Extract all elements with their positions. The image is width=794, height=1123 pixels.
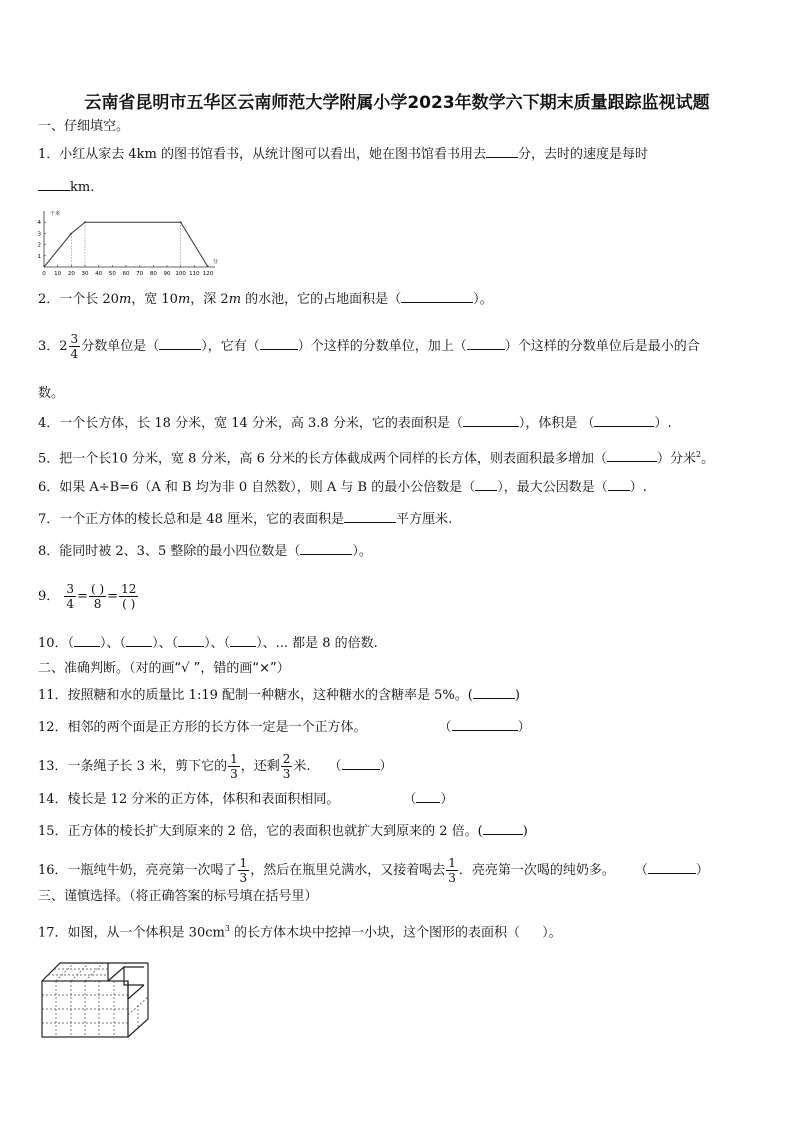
answer-blank[interactable] xyxy=(607,449,657,462)
q3-text-b: 分数单位是（ xyxy=(81,339,160,354)
q10-text-c: ）、（ xyxy=(152,636,179,651)
q1-text-a: 1．小红从家去 4km 的图书馆看书，从统计图可以看出，她在图书馆看书用去 xyxy=(38,147,487,162)
q12-text-b: （ xyxy=(438,720,452,735)
q17-text-b: 的长方体木块中挖掉一小块，这个图形的表面积（ xyxy=(229,925,521,941)
fraction xyxy=(69,332,81,361)
answer-blank[interactable] xyxy=(594,414,654,427)
q3-text-c: ），它有（ xyxy=(201,339,260,354)
answer-blank[interactable] xyxy=(344,510,396,523)
answer-blank[interactable] xyxy=(483,822,523,835)
x-tick-label: 50 xyxy=(108,271,116,277)
q7-text-b: 平方厘米. xyxy=(396,512,453,527)
q1-text-b: 分，去时的速度是每时 xyxy=(518,147,649,162)
numerator[interactable]: ( ) xyxy=(90,582,105,596)
answer-blank[interactable] xyxy=(74,634,100,647)
question-6 xyxy=(38,478,647,497)
answer-blank[interactable] xyxy=(126,634,152,647)
answer-blank[interactable] xyxy=(608,478,630,491)
q8-text-b: ）。 xyxy=(352,544,372,559)
numerator: 3 xyxy=(70,332,79,346)
x-tick-label: 60 xyxy=(122,271,130,277)
x-tick-label: 0 xyxy=(42,271,46,277)
q8-text-a: 8．能同时被 2、3、5 整除的最小四位数是（ xyxy=(38,544,301,559)
q16-text-a: 16．一瓶纯牛奶，亮亮第一次喝了 xyxy=(38,863,237,878)
equals-sign: = xyxy=(107,589,119,604)
q6-text-c: ）. xyxy=(629,480,647,495)
fraction xyxy=(119,582,138,611)
x-tick-label: 90 xyxy=(163,271,171,277)
q12-text-c: ） xyxy=(517,720,531,735)
distance-time-chart xyxy=(30,205,225,283)
x-tick-label: 30 xyxy=(81,271,89,277)
section-3-heading: 三、谨慎选择。（将正确答案的标号填在括号里） xyxy=(38,889,318,904)
answer-blank[interactable] xyxy=(648,861,696,874)
question-10 xyxy=(38,634,378,653)
q5-text-b: ）分米 xyxy=(657,451,697,467)
q10-text-b: ）、（ xyxy=(100,636,127,651)
q13-text-d: （ xyxy=(328,759,342,774)
section-1-heading: 一、仔细填空。 xyxy=(38,119,130,134)
fraction xyxy=(446,856,458,885)
y-tick-label: 1 xyxy=(37,253,41,260)
question-5 xyxy=(38,446,714,468)
q2-unit: m xyxy=(118,292,132,307)
y-axis-label: 千米 xyxy=(50,211,61,217)
answer-blank[interactable] xyxy=(467,337,505,350)
x-tick-label: 120 xyxy=(202,271,214,277)
q13-text-a: 13．一条绳子长 3 米，剪下它的 xyxy=(38,759,228,774)
x-tick-label: 70 xyxy=(136,271,144,277)
question-15 xyxy=(38,822,528,841)
y-tick-label: 2 xyxy=(37,242,41,249)
denominator: 3 xyxy=(282,767,291,781)
cuboid-with-notch-figure xyxy=(38,955,156,1043)
question-8 xyxy=(38,542,372,561)
section-2-heading: 二、准确判断。（对的画“√ ”，错的画“×”） xyxy=(38,661,290,676)
q9-label: 9． xyxy=(38,589,60,604)
q10-text-a: 10．（ xyxy=(38,636,75,651)
numerator: 12 xyxy=(121,582,137,596)
q11-text-a: 11．按照糖和水的质量比 1:19 配制一种糖水，这种糖水的含糖率是 5%。( xyxy=(38,688,473,703)
denominator: 4 xyxy=(70,347,79,361)
answer-blank[interactable] xyxy=(230,634,256,647)
superscript: 2 xyxy=(696,450,702,459)
fraction xyxy=(238,856,250,885)
q7-text-a: 7．一个正方体的棱长总和是 48 厘米，它的表面积是 xyxy=(38,512,345,527)
answer-blank[interactable] xyxy=(473,686,515,699)
denominator: 8 xyxy=(93,597,102,611)
answer-blank[interactable] xyxy=(486,145,518,158)
q2-text-c: ，深 2 xyxy=(190,292,229,307)
answer-blank[interactable] xyxy=(342,757,380,770)
q11-text-b: ) xyxy=(514,688,520,703)
q14-text-b: （ xyxy=(403,792,417,807)
question-4 xyxy=(38,414,672,433)
question-1 xyxy=(38,145,648,164)
denominator: 4 xyxy=(66,597,75,611)
q17-text-a: 17．如图，从一个体积是 30cm xyxy=(38,925,225,941)
answer-blank[interactable] xyxy=(300,542,352,555)
numerator: 3 xyxy=(66,582,75,596)
question-3-continued: 数。 xyxy=(38,386,65,401)
q16-text-b: ，然后在瓶里兑满水，又接着喝去 xyxy=(250,863,446,878)
q16-text-e: ） xyxy=(695,863,709,878)
q3-text-a: 3．2 xyxy=(38,339,68,354)
x-tick-label: 100 xyxy=(175,271,186,277)
question-17 xyxy=(38,920,562,942)
x-tick-label: 20 xyxy=(67,271,75,277)
fraction xyxy=(228,752,240,781)
fraction xyxy=(281,752,293,781)
question-14 xyxy=(38,790,453,809)
chart-axes xyxy=(44,211,215,267)
q12-text-a: 12．相邻的两个面是正方形的长方体一定是一个正方体。 xyxy=(38,720,367,735)
q3-text-e: ）个这样的分数单位后是最小的合 xyxy=(504,339,700,354)
q2-unit: m xyxy=(177,292,191,307)
q2-text-e: ）。 xyxy=(473,292,493,307)
answer-blank[interactable] xyxy=(178,634,204,647)
q15-text-b: ) xyxy=(522,824,528,839)
q14-text-a: 14．棱长是 12 分米的正方体，体积和表面积相同。 xyxy=(38,792,340,807)
q13-text-e: ） xyxy=(379,759,393,774)
question-9 xyxy=(38,582,139,611)
q4-text-c: ）. xyxy=(654,416,672,431)
q16-text-d: （ xyxy=(634,863,648,878)
x-tick-label: 40 xyxy=(95,271,103,277)
q2-text-d: 的水池，它的占地面积是（ xyxy=(241,292,402,307)
q2-unit: m xyxy=(228,292,242,307)
numerator: 1 xyxy=(230,752,238,766)
answer-blank[interactable] xyxy=(401,290,473,303)
q14-text-c: ） xyxy=(440,792,454,807)
fraction xyxy=(89,582,106,611)
denominator: 3 xyxy=(448,871,456,885)
question-7 xyxy=(38,510,452,529)
answer-blank[interactable] xyxy=(452,718,518,731)
q10-text-e: ）、... 都是 8 的倍数. xyxy=(256,636,378,651)
q2-text-a: 2．一个长 20 xyxy=(38,292,119,307)
numerator: 1 xyxy=(448,856,456,870)
x-axis-label: 分 xyxy=(213,259,219,265)
q13-text-b: ，还剩 xyxy=(240,759,280,774)
q6-text-a: 6．如果 A÷B=6（A 和 B 均为非 0 自然数），则 A 与 B 的最小公倍数是（ xyxy=(38,480,476,495)
denominator: 3 xyxy=(230,767,238,781)
answer-blank[interactable] xyxy=(260,337,298,350)
question-16 xyxy=(38,856,709,885)
q6-text-b: ），最大公因数是（ xyxy=(497,480,608,495)
question-11 xyxy=(38,686,520,705)
q4-text-a: 4．一个长方体，长 18 分米，宽 14 分米，高 3.8 分米，它的表面积是（ xyxy=(38,416,463,431)
question-12 xyxy=(38,718,531,737)
q10-text-d: ）、（ xyxy=(204,636,231,651)
series-line xyxy=(44,222,208,267)
fraction xyxy=(64,582,76,611)
answer-blank[interactable] xyxy=(38,178,70,191)
q5-text-a: 5．把一个长10 分米，宽 8 分米，高 6 分米的长方体截成两个同样的长方体，则表面积最多增加（ xyxy=(38,451,608,467)
answer-blank[interactable] xyxy=(159,337,201,350)
y-tick-label: 3 xyxy=(37,231,41,238)
question-13 xyxy=(38,752,393,781)
answer-blank[interactable] xyxy=(416,790,440,803)
question-1-continued xyxy=(38,178,94,197)
answer-blank[interactable] xyxy=(463,414,519,427)
q1-text-c: km. xyxy=(70,180,95,195)
q3-text-d: ）个这样的分数单位，加上（ xyxy=(297,339,467,354)
q17-text-c: ）。 xyxy=(542,925,562,941)
x-tick-label: 110 xyxy=(189,271,200,277)
answer-blank[interactable] xyxy=(475,478,497,491)
q4-text-b: ），体积是 （ xyxy=(518,416,595,431)
page-title: 云南省昆明市五华区云南师范大学附属小学2023年数学六下期末质量跟踪监视试题 xyxy=(84,93,710,113)
question-2 xyxy=(38,290,493,309)
y-tick-label: 4 xyxy=(37,220,41,227)
q5-text-c: 。 xyxy=(701,451,715,467)
q15-text-a: 15．正方体的棱长扩大到原来的 2 倍，它的表面积也就扩大到原来的 2 倍。( xyxy=(38,824,483,839)
numerator: 1 xyxy=(239,856,248,870)
q2-text-b: ，宽 10 xyxy=(131,292,178,307)
superscript: 3 xyxy=(224,924,230,933)
numerator: 2 xyxy=(282,752,291,766)
q16-text-c: ．亮亮第一次喝的纯奶多。 xyxy=(458,863,615,878)
denominator[interactable]: ( ) xyxy=(122,597,136,611)
q13-text-c: 米. xyxy=(293,759,311,774)
denominator: 3 xyxy=(239,871,248,885)
x-tick-label: 80 xyxy=(149,271,157,277)
question-3 xyxy=(38,332,700,361)
equals-sign: = xyxy=(77,589,88,604)
x-tick-label: 10 xyxy=(54,271,62,277)
